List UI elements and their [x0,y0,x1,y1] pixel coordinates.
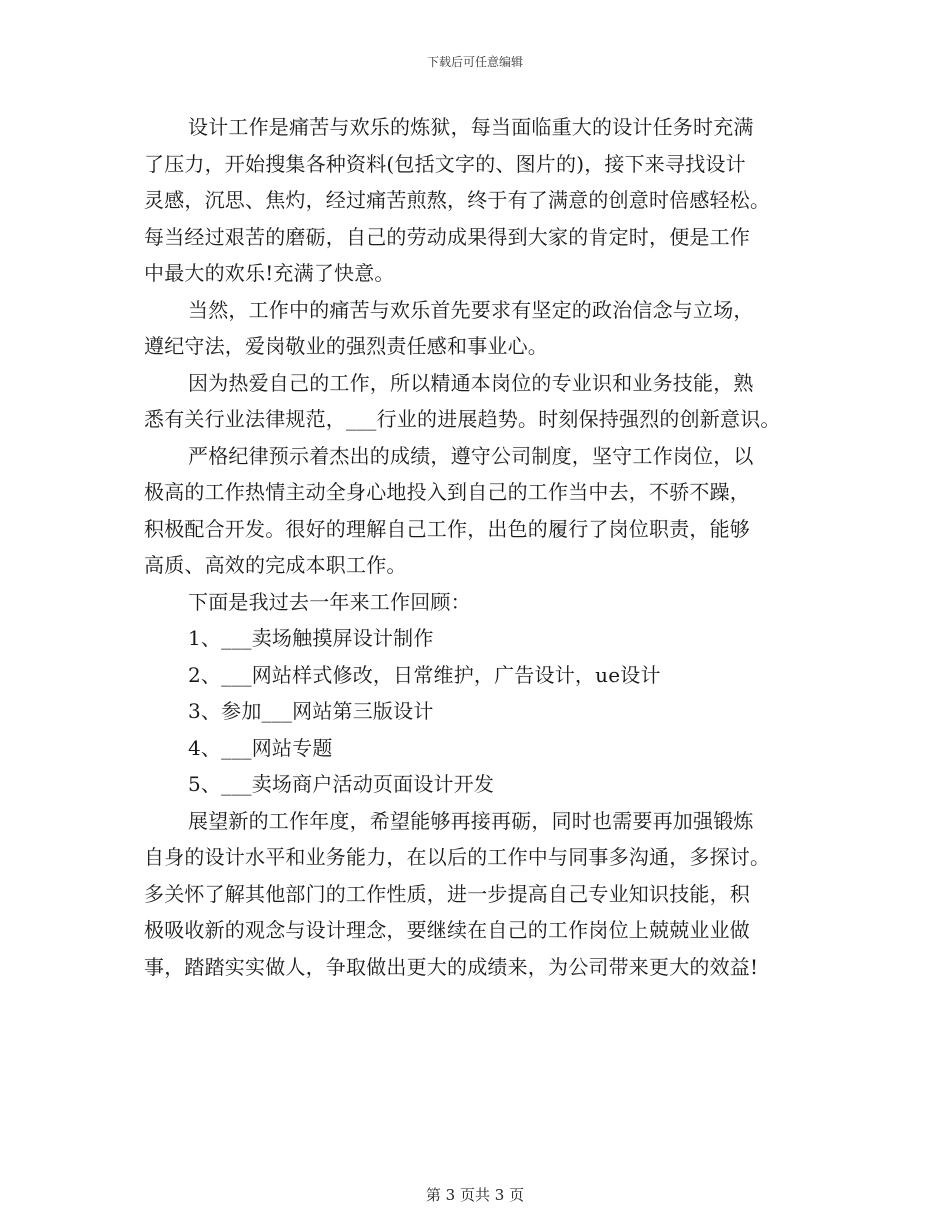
paragraph-line: 中最大的欢乐!充满了快意。 [144,261,395,285]
list-item: 3、参加___网站第三版设计 [188,699,434,723]
paragraph-line: 灵感，沉思、焦灼，经过痛苦煎熬，终于有了满意的创意时倍感轻松。 [144,188,771,212]
paragraph-line: 极高的工作热情主动全身心地投入到自己的工作当中去，不骄不躁， [144,480,750,504]
paragraph-line: 展望新的工作年度，希望能够再接再砺，同时也需要再加强锻炼 [188,808,754,833]
paragraph-line: 自身的设计水平和业务能力，在以后的工作中与同事多沟通，多探讨。 [144,845,771,869]
list-item: 5、___卖场商户活动页面设计开发 [188,772,495,796]
paragraph-line: 下面是我过去一年来工作回顾： [188,589,471,614]
paragraph-line: 设计工作是痛苦与欢乐的炼狱，每当面临重大的设计任务时充满 [188,115,754,139]
paragraph-line: 每当经过艰苦的磨砺，自己的劳动成果得到大家的肯定时，便是工作 [144,224,750,249]
list-item: 4、___网站专题 [188,735,333,760]
page-header-note: 下载后可任意编辑 [426,55,523,69]
paragraph-line: 悉有关行业法律规范，___行业的进展趋势。时刻保持强烈的创新意识。 [144,407,781,431]
paragraph-line: 多关怀了解其他部门的工作性质，进一步提高自己专业知识技能，积 [144,881,750,906]
paragraph-line: 因为热爱自己的工作，所以精通本岗位的专业识和业务技能，熟 [188,370,754,395]
list-item: 2、___网站样式修改，日常维护，广告设计，ue设计 [188,662,661,687]
paragraph-line: 严格纪律预示着杰出的成绩，遵守公司制度，坚守工作岗位，以 [188,443,754,468]
paragraph-line: 高质、高效的完成本职工作。 [144,553,407,577]
page-number: 第 3 页共 3 页 [425,1186,525,1204]
paragraph-line: 极吸收新的观念与设计理念，要继续在自己的工作岗位上兢兢业业做 [144,918,750,942]
list-item: 1、___卖场触摸屏设计制作 [188,626,434,650]
paragraph-line: 积极配合开发。很好的理解自己工作，出色的履行了岗位职责，能够 [144,516,750,541]
paragraph-line: 遵纪守法，爱岗敬业的强烈责任感和事业心。 [144,334,548,358]
paragraph-line: 事，踏踏实实做人，争取做出更大的成绩来，为公司带来更大的效益! [144,954,759,979]
paragraph-line: 了压力，开始搜集各种资料(包括文字的、图片的)，接下来寻找设计 [144,151,746,176]
paragraph-line: 当然，工作中的痛苦与欢乐首先要求有坚定的政治信念与立场， [188,297,754,322]
document-body [144,109,824,985]
